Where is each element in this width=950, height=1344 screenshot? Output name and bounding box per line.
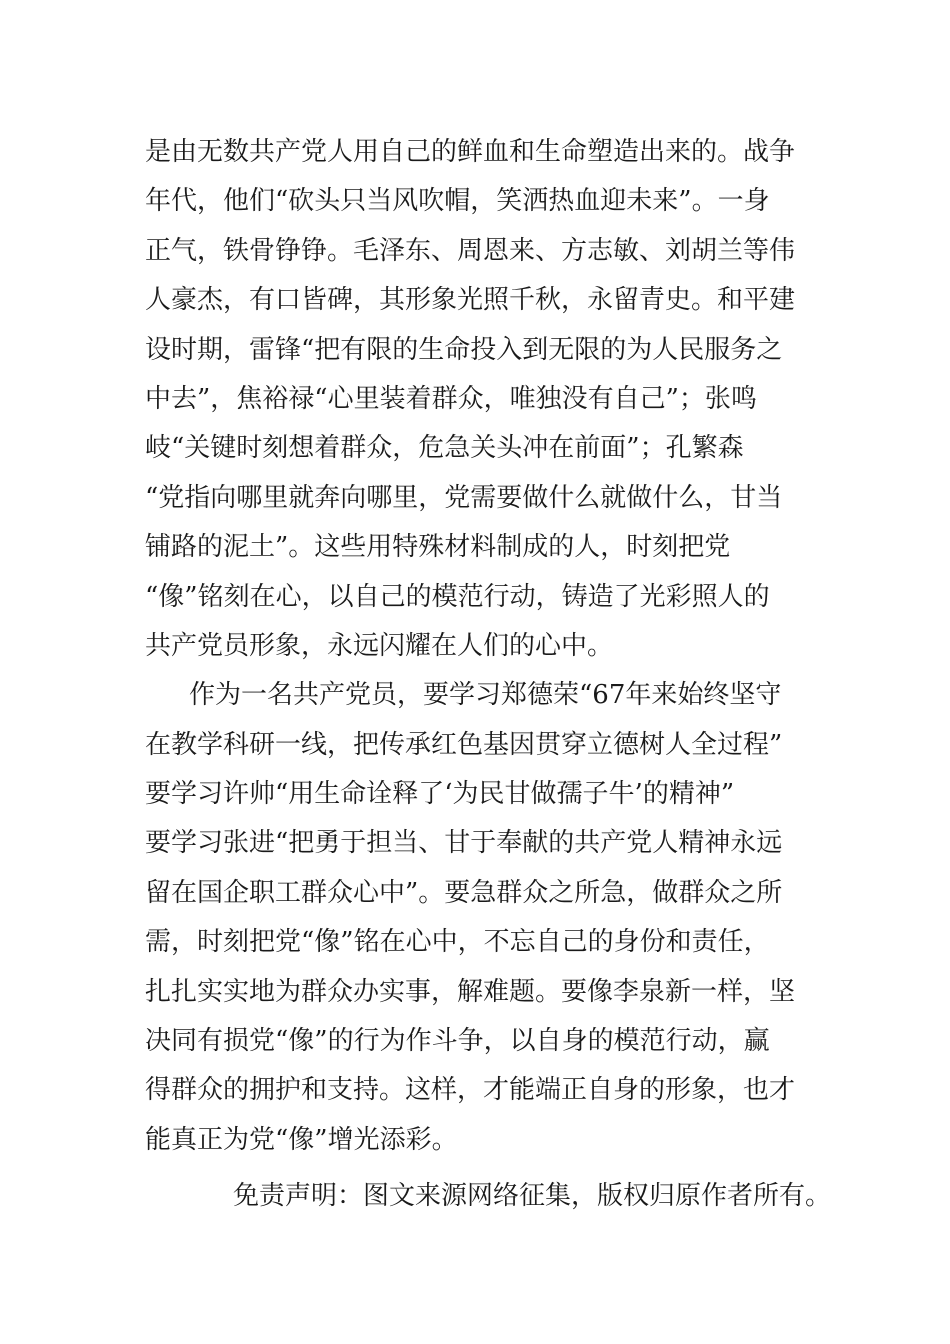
text-line: 设时期，雷锋“把有限的生命投入到无限的为人民服务之 <box>145 334 783 365</box>
text-line: 年代，他们“砍头只当风吹帽，笑洒热血迎未来”。一身 <box>145 186 770 217</box>
text-line: 得群众的拥护和支持。这样，才能端正自身的形象，也才 <box>145 1075 796 1106</box>
text-line: “像”铭刻在心，以自己的模范行动，铸造了光彩照人的 <box>145 581 770 612</box>
body-text <box>145 128 825 1165</box>
text-line: 岐“关键时刻想着群众，危急关头冲在前面”；孔繁森 <box>145 433 744 464</box>
text-line: 正气，铁骨铮铮。毛泽东、周恩来、方志敏、刘胡兰等伟 <box>145 235 796 266</box>
text-line: 在教学科研一线，把传承红色基因贯穿立德树人全过程” <box>145 729 783 760</box>
text-line: 能真正为党“像”增光添彩。 <box>145 1124 458 1155</box>
text-line: 共产党员形象，永远闪耀在人们的心中。 <box>145 630 614 661</box>
text-line: “党指向哪里就奔向哪里，党需要做什么就做什么，甘当 <box>145 482 783 513</box>
text-line: 中去”，焦裕禄“心里装着群众，唯独没有自己”；张鸣 <box>145 383 757 414</box>
text-line: 需，时刻把党“像”铭在心中，不忘自己的身份和责任， <box>145 927 770 958</box>
text-line: 决同有损党“像”的行为作斗争，以自身的模范行动，赢 <box>145 1026 770 1057</box>
text-line: 是由无数共产党人用自己的鲜血和生命塑造出来的。战争 <box>145 137 796 167</box>
text-line: 人豪杰，有口皆碑，其形象光照千秋，永留青史。和平建 <box>145 285 796 316</box>
text-line: 要学习许帅“用生命诠释了‘为民甘做孺子牛’的精神” <box>145 779 735 810</box>
paragraph-start-line: 作为一名共产党员，要学习郑德荣“67年来始终坚守 <box>189 680 782 711</box>
text-line: 扎扎实实地为群众办实事，解难题。要像李泉新一样，坚 <box>145 976 796 1007</box>
disclaimer: 免责声明：图文来源网络征集，版权归原作者所有。 <box>233 1181 832 1211</box>
text-line: 留在国企职工群众心中”。要急群众之所急，做群众之所 <box>145 877 783 908</box>
text-line: 要学习张进“把勇于担当、甘于奉献的共产党人精神永远 <box>145 828 783 859</box>
text-line: 铺路的泥土”。这些用特殊材料制成的人，时刻把党 <box>145 532 731 563</box>
